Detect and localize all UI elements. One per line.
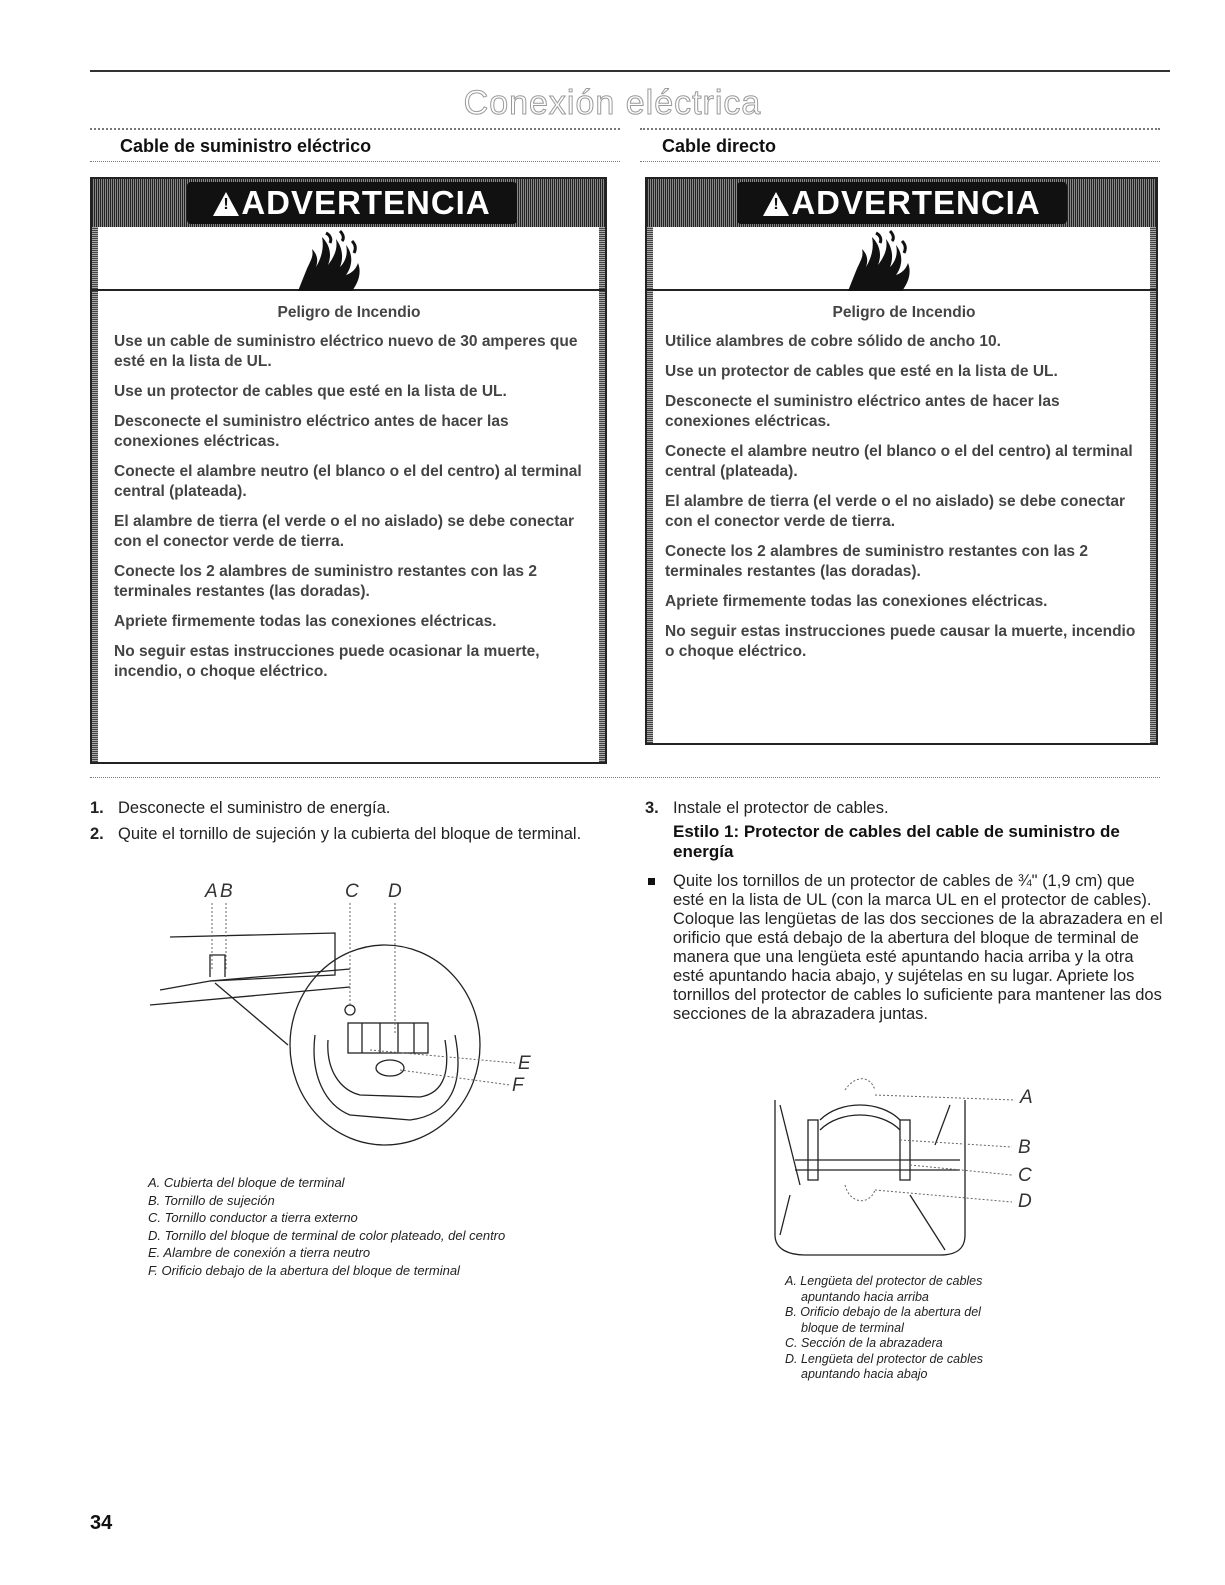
warning-line: Conecte el alambre neutro (el blanco o el del centro) al terminal central (plateada). [114,463,582,500]
hatch-right [599,227,605,289]
figure2-label-c: C [1018,1165,1032,1186]
legend-line-cont: bloque de terminal [801,1320,904,1335]
warning-triangle-icon [763,192,789,216]
hazard-title: Peligro de Incendio [832,304,976,321]
legend-item [785,1336,1085,1352]
figure1-leader-lines [212,903,515,1085]
step-number: 3. [645,799,659,817]
legend-line [785,1305,1085,1321]
legend-item [785,1352,1085,1383]
legend-item: E. Alambre de conexión a tierra neutro [148,1245,371,1260]
right-warning-text [665,303,1143,672]
warning-line: Apriete firmemente todas las conexiones eléctricas. [114,613,497,630]
hatch-left-body [92,291,98,762]
left-warning-text [114,303,584,692]
legend-line [785,1274,1085,1290]
fire-icon [842,227,922,291]
figure2-label-d: D [1018,1191,1032,1212]
page-number: 34 [90,1512,113,1534]
hatch-left [92,227,98,289]
hazard-title: Peligro de Incendio [277,304,421,321]
style-heading: Estilo 1: Protector de cables del cable de suministro de energía [673,822,1120,861]
figure1-label-a: A [205,881,218,902]
bullet-square-icon [648,878,655,885]
terminal-block-diagram [150,875,570,1165]
bullet-text: Quite los tornillos de un protector de cables de ¾" (1,9 cm) que esté en la lista de UL (con la marca UL en el protector de cables). Coloque las lengüetas de las dos secciones de la abrazadera en el orificio que está debajo de la abertura del bloque de terminal de manera que una lengüeta esté apuntando hacia arriba y la otra esté apuntando hacia abajo, y sujételas en su lugar. Apriete los tornillos del protector de cables lo suficiente para mantener las dos secciones de la abrazadera juntas. [673,872,1163,1023]
step-item [90,799,590,818]
legend-item: D. Tornillo del bloque de terminal de color plateado, del centro [148,1227,506,1243]
right-section-heading: Cable directo [662,136,777,156]
step-text: Desconecte el suministro de energía. [118,799,391,817]
warning-line: Desconecte el suministro eléctrico antes de hacer las conexiones eléctricas. [665,393,1060,430]
legend-item: C. Tornillo conductor a tierra externo [148,1210,358,1225]
warning-line: Use un protector de cables que esté en la lista de UL. [114,383,507,400]
warning-line: El alambre de tierra (el verde o el no aislado) se debe conectar con el conector verde de tierra. [665,493,1126,530]
legend-item: B. Tornillo de sujeción [148,1192,275,1208]
legend-line [785,1336,1085,1352]
warning-icon-area [92,227,605,291]
warning-line: El alambre de tierra (el verde o el no aislado) se debe conectar con el conector verde de tierra. [114,513,575,550]
left-steps [90,799,590,851]
step-item [645,799,1165,818]
legend-text: Lengüeta del protector de cables [800,1274,983,1288]
legend-item: A. Cubierta del bloque de terminal [148,1175,345,1190]
legend-text: Lengüeta del protector de cables [800,1351,984,1366]
warning-line: Use un cable de suministro eléctrico nuevo de 30 amperes que esté en la lista de UL. [114,333,578,370]
cable-clamp-diagram [760,1075,1050,1265]
legend-item: F. Orificio debajo de la abertura del bloque de terminal [148,1262,460,1278]
step-text: Instale el protector de cables. [673,799,889,817]
figure1-label-f: F [512,1075,524,1096]
left-heading-rule-bottom [90,161,620,162]
warning-banner-text: ADVERTENCIA [791,184,1041,221]
legend-item [785,1305,1085,1336]
figure1-label-b: B [220,881,233,902]
warning-line: Conecte el alambre neutro (el blanco o el del centro) al terminal central (plateada). [665,443,1133,480]
warning-line: No seguir estas instrucciones puede ocasionar la muerte, incendio, o choque eléctrico. [114,643,540,680]
section-divider [90,777,1160,778]
left-warning-box [90,177,607,764]
cable-clamp-drawing [775,1100,965,1255]
warning-banner [647,179,1156,227]
legend-letter: A. [785,1274,797,1288]
legend-letter: C. [785,1336,798,1350]
figure1-label-c: C [345,881,359,902]
legend-letter: B. [785,1305,797,1319]
legend-text: Sección de la abrazadera [800,1336,943,1350]
hatch-right-body [599,291,605,762]
warning-banner-text: ADVERTENCIA [241,184,491,221]
legend-text: Orificio debajo de la abertura del [800,1305,981,1319]
right-heading-rule-bottom [640,161,1160,162]
figure1-legend [148,1174,608,1279]
warning-banner [92,179,605,227]
warning-banner-label-box [187,182,517,224]
warning-line: Use un protector de cables que esté en la lista de UL. [665,363,1058,380]
right-warning-box [645,177,1158,745]
warning-line: Apriete firmemente todas las conexiones eléctricas. [665,593,1048,610]
hatch-left-body [647,291,653,743]
top-rule [90,70,1170,72]
hatch-left [647,227,653,289]
fire-icon [292,227,372,291]
figure2-label-a: A [1020,1087,1033,1108]
hatch-right-body [1150,291,1156,743]
left-section-heading: Cable de suministro eléctrico [120,136,372,156]
legend-item [785,1274,1085,1305]
warning-line: Conecte los 2 alambres de suministro restantes con las 2 terminales restantes (las doradas). [665,543,1088,580]
figure2-label-b: B [1018,1137,1031,1158]
warning-line: No seguir estas instrucciones puede causar la muerte, incendio o choque eléctrico. [665,623,1136,660]
step-text: Quite el tornillo de sujeción y la cubierta del bloque de terminal. [118,825,582,843]
step-item [90,825,590,844]
legend-line-cont: apuntando hacia abajo [801,1367,928,1381]
warning-line: Utilice alambres de cobre sólido de ancho 10. [665,333,1001,350]
warning-line: Conecte los 2 alambres de suministro restantes con las 2 terminales restantes (las doradas). [114,563,537,600]
warning-triangle-icon [213,192,239,216]
right-heading-rule-top [640,128,1160,130]
figure2-leader-lines [845,1079,1015,1202]
warning-icon-area [647,227,1156,291]
legend-line [785,1352,1085,1368]
terminal-block-drawing [150,933,480,1145]
right-steps [645,799,1165,1024]
page-title: Conexión eléctrica [463,84,762,122]
figure2-legend [785,1274,1085,1383]
legend-line-cont: apuntando hacia arriba [801,1289,929,1304]
warning-line: Desconecte el suministro eléctrico antes de hacer las conexiones eléctricas. [114,413,509,450]
figure1-label-e: E [518,1053,531,1074]
hatch-right [1150,227,1156,289]
step-number: 1. [90,799,104,817]
step-number: 2. [90,825,104,843]
warning-banner-label-box [737,182,1067,224]
legend-letter: D. [785,1351,798,1366]
bullet-item [645,872,1165,1024]
left-heading-rule-top [90,128,620,130]
figure1-label-d: D [388,881,402,902]
